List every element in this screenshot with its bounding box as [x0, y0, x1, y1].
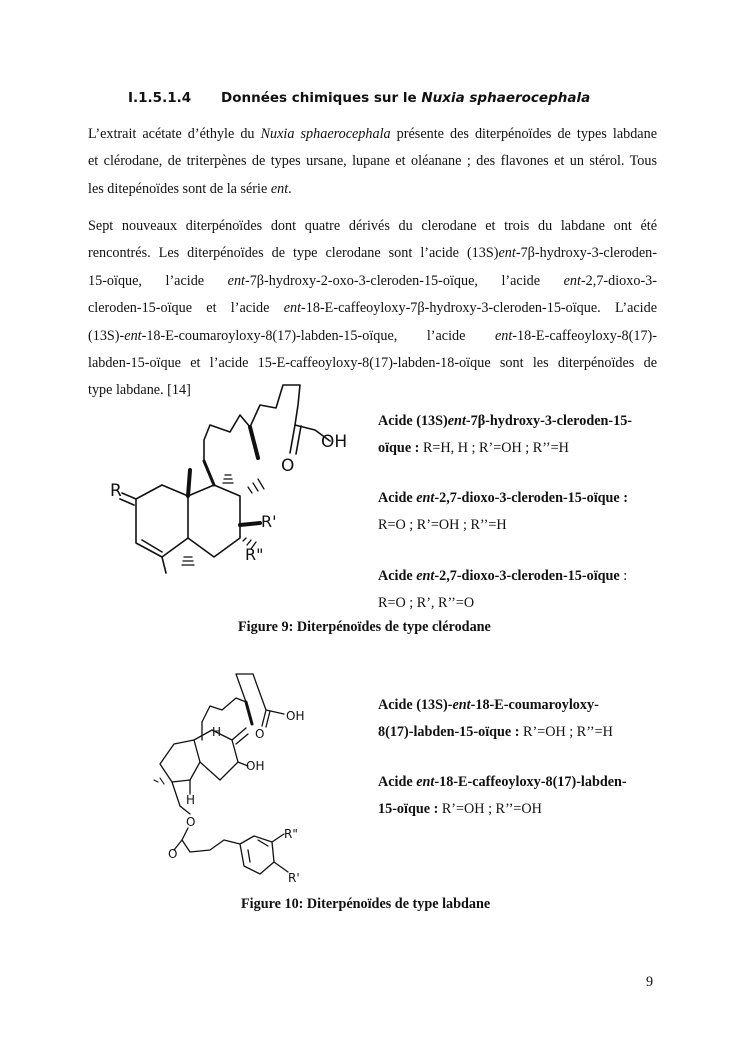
paragraph-line: type labdane. [14]	[88, 382, 191, 399]
label-h-top: H	[212, 725, 222, 739]
paragraph-line: L’extrait acétate d’éthyle du Nuxia sphaerocephala présente des diterpénoïdes de types labdane	[88, 126, 657, 142]
label-carbonyl-o: O	[168, 847, 178, 861]
paragraph-line: les ditepénoïdes sont de la série ent.	[88, 180, 292, 197]
label-ring-oh: OH	[246, 759, 265, 773]
figure10-compound-1: Acide (13S)-ent-18-E-coumaroyloxy- 8(17)-labden-15-oïque : R’=OH ; R’’=H	[378, 697, 613, 741]
section-heading	[128, 90, 590, 106]
clerodane-structure-drawing	[100, 375, 370, 580]
label-acid-o: O	[255, 727, 265, 741]
paragraph-1	[88, 121, 657, 203]
label-o: O	[281, 456, 295, 476]
label-ester-o: O	[186, 815, 196, 829]
paragraph-line: rencontrés. Les diterpénoïdes de type clerodane sont l’acide (13S)ent-7β-hydroxy-3-cleroden-	[88, 245, 657, 262]
paragraph-line: cleroden-15-oïque et l’acide ent-18-E-caffeoyloxy-7β-hydroxy-3-cleroden-15-oïque. L’acide	[88, 300, 658, 317]
label-r: R	[110, 481, 122, 501]
figure10-caption: Figure 10: Diterpénoïdes de type labdane	[241, 896, 491, 912]
figure9-compound-3: Acide ent-2,7-dioxo-3-cleroden-15-oïque : R=O ; R’, R’’=O	[378, 568, 628, 612]
figure9-compound-1: Acide (13S)ent-7β-hydroxy-3-cleroden-15- oïque : R=H, H ; R’=OH ; R’’=H	[378, 413, 633, 457]
label-r-double-prime: R"	[284, 827, 298, 841]
label-h-bottom: H	[186, 793, 196, 807]
figure9-compound-2: Acide ent-2,7-dioxo-3-cleroden-15-oïque : R=O ; R’=OH ; R’’=H	[378, 490, 628, 534]
label-oh: OH	[321, 432, 348, 452]
paragraph-line: 15-oïque, l’acide ent-7β-hydroxy-2-oxo-3-cleroden-15-oïque, l’acide ent-2,7-dioxo-3-	[88, 272, 657, 289]
label-r-prime: R'	[288, 871, 300, 885]
paragraph-line: labden-15-oïque et l’acide 15-E-caffeoyloxy-8(17)-labden-18-oïque sont les diterpénoïdes de	[88, 355, 657, 372]
paragraph-line: et clérodane, de triterpènes de types ursane, lupane et oléanane ; des flavones et un stérol. Tous	[88, 153, 657, 170]
label-r-prime: R'	[261, 512, 277, 531]
section-title-species: Nuxia sphaerocephala	[421, 90, 591, 106]
label-acid-oh: OH	[286, 709, 305, 723]
figure10-compound-2: Acide ent-18-E-caffeoyloxy-8(17)-labden- 15-oïque : R’=OH ; R’’=OH	[378, 774, 627, 818]
paragraph-line: Sept nouveaux diterpénoïdes dont quatre dérivés du clerodane et trois du labdane ont été	[88, 218, 657, 234]
figure9-caption: Figure 9: Diterpénoïdes de type clérodane	[238, 619, 491, 635]
label-r-double-prime: R"	[245, 545, 264, 564]
section-title: Données chimiques sur le	[221, 90, 422, 106]
paragraph-line: (13S)-ent-18-E-coumaroyloxy-8(17)-labden-15-oïque, l’acide ent-18-E-caffeoyloxy-8(17)-	[88, 327, 657, 344]
labdane-structure-drawing	[150, 668, 370, 893]
section-number: I.1.5.1.4	[128, 90, 192, 106]
page-number: 9	[646, 974, 654, 990]
